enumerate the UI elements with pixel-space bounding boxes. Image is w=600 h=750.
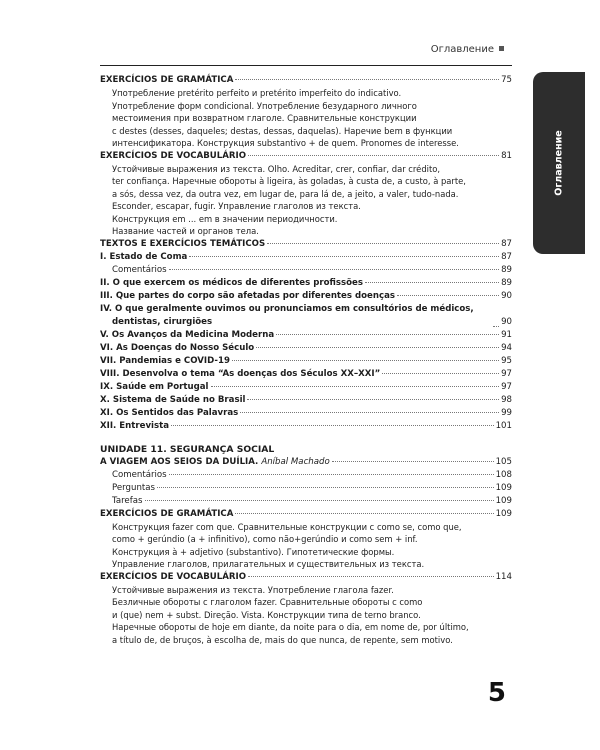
description-line: Употребление pretérito perfeito и pretérito imperfeito do indicativo. (112, 88, 402, 98)
toc-entry[interactable] (100, 264, 512, 277)
toc-entry[interactable] (100, 420, 512, 433)
description-line: Конструкция fazer com que. Сравнительные конструкции с como se, como que, (112, 521, 462, 532)
entry-title-text: IV. O que geralmente ouvimos ou pronunciamos em consultórios de médicos, dentistas, cirurgiões (100, 303, 474, 327)
description-line: Употребление форм condicional. Употребление безударного личного (112, 100, 417, 111)
header-rule (100, 65, 512, 66)
entry-title-text: IX. Saúde em Portugal (100, 381, 209, 392)
dot-leader (240, 412, 499, 413)
dot-leader (248, 155, 499, 156)
entry-title (100, 508, 233, 521)
description-line: Конструкция em ... em в значении периодичности. (112, 213, 338, 224)
entry-page-number: 97 (501, 381, 512, 392)
toc-heading-entry[interactable] (100, 238, 512, 251)
entry-page-number: 109 (495, 482, 512, 493)
entry-title (100, 571, 246, 584)
toc-entry[interactable] (100, 277, 512, 290)
entry-title (100, 407, 238, 420)
entry-page-number: 109 (495, 495, 512, 506)
toc-entry[interactable] (100, 394, 512, 407)
entry-title (112, 495, 143, 508)
entry-description (100, 521, 512, 571)
side-tab-label: Оглавление (553, 130, 565, 196)
toc-entry[interactable] (100, 407, 512, 420)
entry-page-number: 99 (501, 407, 512, 418)
dot-leader (332, 461, 494, 462)
dot-leader (276, 334, 499, 335)
entry-page-number: 101 (495, 420, 512, 431)
dot-leader (397, 295, 499, 296)
description-line: интенсификатора. Конструкция substantivo + de quem. Pronomes de interesse. (112, 138, 459, 148)
dot-leader (157, 487, 494, 488)
description-line: Безличные обороты с глаголом fazer. Сравнительные обороты с como (112, 597, 423, 607)
entry-page-number: 94 (501, 342, 512, 353)
entry-page-number: 89 (501, 264, 512, 275)
entry-page-number: 81 (501, 150, 512, 161)
toc-entry[interactable] (100, 342, 512, 355)
toc-entry[interactable] (100, 329, 512, 342)
header-title: Оглавление (430, 44, 494, 55)
toc-entry[interactable] (100, 381, 512, 394)
dot-leader (365, 282, 499, 283)
entry-title (100, 355, 230, 368)
toc-entry[interactable] (100, 368, 512, 381)
toc-heading-entry[interactable] (100, 508, 512, 521)
toc-entry[interactable] (100, 495, 512, 508)
entry-title (100, 277, 363, 290)
entry-title (100, 238, 265, 251)
entry-title-text: VIII. Desenvolva o tema “As doenças dos Séculos XX–XXI” (100, 368, 381, 379)
toc-heading-entry[interactable] (100, 74, 512, 87)
dot-leader (189, 256, 499, 257)
entry-page-number: 97 (501, 368, 512, 379)
entry-page-number: 87 (501, 251, 512, 262)
table-of-contents (100, 74, 512, 646)
entry-page-number: 108 (495, 469, 512, 480)
description-line: и (que) nem + subst. Direção. Vista. Конструкции типа de terno branco. (112, 609, 421, 620)
entry-title-text: EXERCÍCIOS DE VOCABULÁRIO (100, 571, 247, 582)
square-bullet-icon (499, 46, 504, 51)
entry-title-text: I. Estado de Coma (100, 251, 188, 262)
entry-title-text: TEXTOS E EXERCÍCIOS TEMÁTICOS (100, 238, 266, 249)
entry-title (100, 456, 330, 469)
description-line: Устойчивые выражения из текста. Употребление глагола fazer. (112, 584, 394, 595)
toc-entry[interactable] (100, 303, 512, 329)
entry-title-text: EXERCÍCIOS DE GRAMÁTICA (100, 508, 234, 519)
toc-heading-entry[interactable] (100, 150, 512, 163)
toc-entry[interactable] (100, 469, 512, 482)
entry-page-number: 105 (495, 456, 512, 467)
entry-title-text: II. O que exercem os médicos de diferentes profissões (100, 277, 363, 288)
entry-title (112, 482, 155, 495)
toc-heading-entry[interactable] (100, 571, 512, 584)
dot-leader (235, 513, 493, 514)
entry-title-text: EXERCÍCIOS DE GRAMÁTICA (100, 75, 234, 85)
dot-leader (235, 79, 499, 80)
dot-leader (267, 243, 499, 244)
entry-title (100, 381, 209, 394)
entry-page-number: 75 (501, 75, 512, 85)
entry-title (112, 264, 167, 277)
toc-heading-entry[interactable] (100, 456, 512, 469)
entry-title (100, 342, 254, 355)
dot-leader (211, 386, 500, 387)
entry-description (100, 584, 512, 647)
entry-title (100, 329, 274, 342)
dot-leader (248, 576, 494, 577)
description-line: Esconder, escapar, fugir. Управление глаголов из текста. (112, 201, 361, 211)
entry-title-text: Comentários (112, 264, 167, 275)
entry-title-text: X. Sistema de Saúde no Brasil (100, 394, 246, 405)
entry-title-text: XII. Entrevista (100, 420, 170, 431)
dot-leader (145, 500, 494, 501)
dot-leader (232, 360, 499, 361)
dot-leader (382, 373, 499, 374)
entry-title-text: XI. Os Sentidos das Palavras (100, 407, 239, 418)
entry-title (100, 368, 380, 381)
entry-title (100, 150, 246, 163)
running-header (431, 44, 504, 55)
description-line: ter confiança. Наречные обороты à ligeira, às goladas, à custa de, a custo, à parte, (112, 176, 466, 186)
description-line: Название частей и органов тела. (112, 226, 259, 236)
entry-page-number: 91 (501, 329, 512, 340)
entry-page-number: 90 (501, 290, 512, 301)
description-line: a sós, dessa vez, da outra vez, em lugar de, para lá de, a jeito, a valer, tudo-nada. (112, 188, 459, 199)
section-side-tab (533, 72, 585, 254)
entry-title-text: Tarefas (112, 495, 143, 506)
page-number: 5 (487, 678, 506, 708)
entry-description (100, 87, 512, 150)
entry-page-number: 95 (501, 355, 512, 366)
entry-title-text: Comentários (112, 469, 167, 480)
dot-leader (256, 347, 499, 348)
description-line: местоимения при возвратном глаголе. Сравнительные конструкции (112, 113, 417, 123)
dot-leader (493, 326, 499, 327)
entry-title-text: VII. Pandemias e COVID-19 (100, 355, 230, 366)
description-line: a título de, de bruços, à escolha de, mais do que nunca, de repente, sem motivo. (112, 634, 453, 645)
entry-title (100, 74, 233, 87)
entry-title (100, 420, 169, 433)
description-line: Наречные обороты de hoje em diante, da noite para o dia, em nome de, por último, (112, 622, 469, 632)
entry-title-text: A VIAGEM AOS SEIOS DA DUÍLIA. (100, 456, 259, 467)
entry-title-text: VI. As Doenças do Nosso Século (100, 342, 255, 353)
entry-title (100, 251, 187, 264)
entry-page-number: 90 (501, 316, 512, 327)
entry-description (100, 163, 512, 238)
description-line: Управление глаголов, прилагательных и существительных из текста. (112, 559, 425, 569)
toc-entry[interactable] (100, 482, 512, 495)
entry-title-text: Perguntas (112, 482, 156, 493)
description-line: Устойчивые выражения из текста. Olho. Acreditar, crer, confiar, dar crédito, (112, 163, 441, 174)
entry-title (112, 469, 167, 482)
entry-page-number: 89 (501, 277, 512, 288)
entry-title-text: V. Os Avanços da Medicina Moderna (100, 329, 275, 340)
entry-page-number: 109 (495, 508, 512, 519)
entry-title-text: EXERCÍCIOS DE VOCABULÁRIO (100, 150, 247, 161)
toc-entry[interactable] (100, 251, 512, 264)
toc-entry[interactable] (100, 355, 512, 368)
entry-page-number: 114 (495, 571, 512, 582)
dot-leader (171, 425, 494, 426)
unit-title: UNIDADE 11. SEGURANÇA SOCIAL (100, 443, 275, 455)
entry-page-number: 98 (501, 394, 512, 405)
entry-title (100, 290, 395, 303)
entry-author: Aníbal Machado (261, 456, 330, 467)
entry-page-number: 87 (501, 238, 512, 249)
toc-entry[interactable] (100, 290, 512, 303)
description-line: с destes (desses, daqueles; destas, dessas, daquelas). Наречие bem в функции (112, 125, 453, 136)
entry-title-text: III. Que partes do corpo são afetadas por diferentes doenças (100, 290, 395, 301)
description-line: Конструкция à + adjetivo (substantivo). Гипотетические формы. (112, 546, 395, 557)
dot-leader (169, 269, 499, 270)
description-line: como + gerúndio (a + infinitivo), como não+gerúndio и como sem + inf. (112, 534, 418, 544)
entry-title (100, 394, 245, 407)
dot-leader (247, 399, 499, 400)
entry-title (100, 303, 491, 329)
dot-leader (169, 474, 494, 475)
